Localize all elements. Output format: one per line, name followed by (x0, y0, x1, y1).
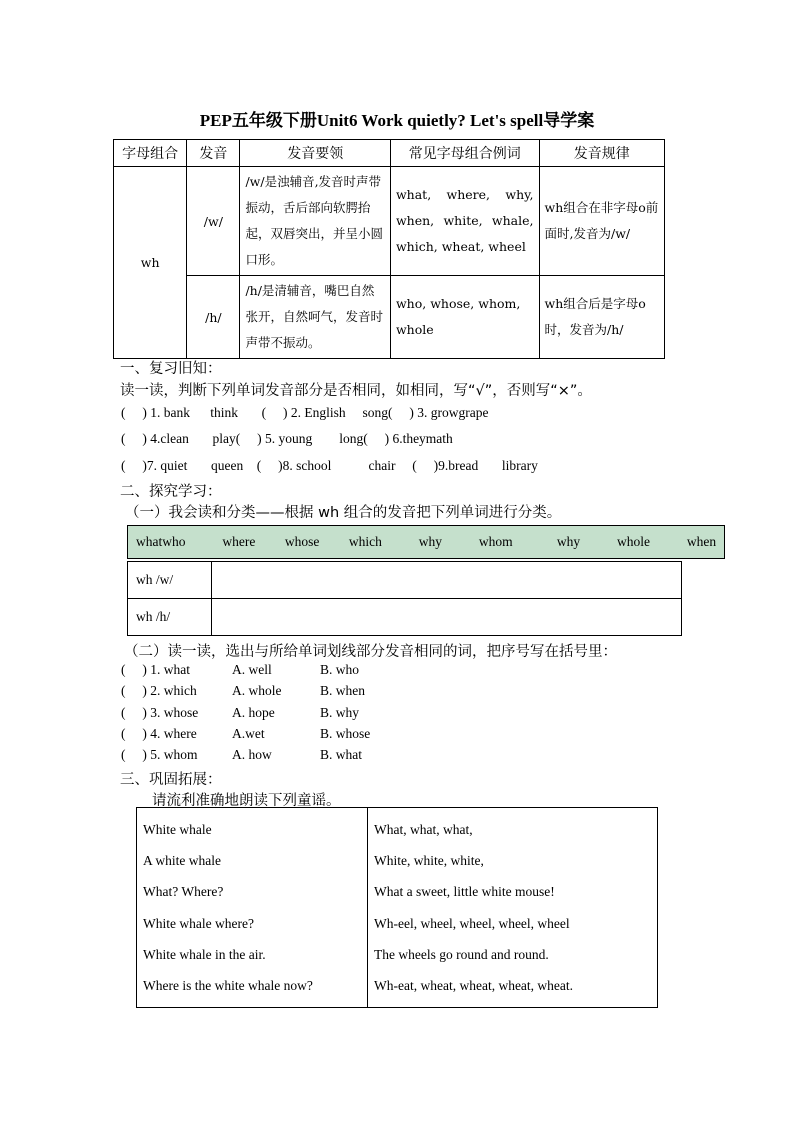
rhyme-left-column (137, 808, 368, 1008)
section2-heading: 二、探究学习： (120, 484, 222, 500)
examples-cell: who, whose, whom, whole (390, 276, 539, 359)
tip-cell: /h/是清辅音，嘴巴自然张开，自然呵气，发音时声带不振动。 (240, 276, 391, 359)
rhyme-line: White whale (143, 822, 212, 837)
exercise-line: ( ) 4.clean play( ) 5. young long( ) 6.theymath (121, 431, 453, 446)
table-header-row (114, 140, 665, 167)
rhyme-line: White whale in the air. (143, 946, 266, 962)
choice-a: A. whole (232, 683, 282, 698)
rhyme-table (136, 807, 658, 1008)
choice-b: B. whose (320, 726, 371, 741)
rhyme-line: What a sweet, little white mouse! (374, 884, 555, 900)
section3-heading: 三、巩固拓展： (120, 772, 222, 788)
rhyme-line: Wh-eat, wheat, wheat, wheat, wheat. (374, 978, 574, 994)
header-sound: 发音 (187, 140, 240, 167)
header-tip: 发音要领 (240, 140, 391, 167)
choice-b: B. when (320, 683, 365, 698)
choice-b: B. who (320, 662, 360, 677)
table-row (114, 276, 665, 359)
rhyme-line: White, white, white, (374, 853, 484, 869)
section1-heading: 一、复习旧知： (120, 361, 222, 377)
examples-cell: what, where, why, when, white, whale, which, wheat, wheel (390, 167, 539, 276)
rhyme-right-column (368, 808, 658, 1008)
choice-a: A. hope (232, 705, 275, 720)
classify-label: wh /w/ (128, 562, 212, 599)
table-row (137, 808, 658, 1008)
rhyme-line: What? Where? (143, 884, 224, 900)
header-letter-combo: 字母组合 (114, 140, 187, 167)
classify-label: wh /h/ (128, 599, 212, 636)
choice-question: ( ) 1. what (121, 662, 190, 677)
word-bank-words: whatwho where whose which why whom why whole when (128, 526, 725, 559)
rule-cell: wh组合在非字母o前面时,发音为/w/ (539, 167, 664, 276)
choice-a: A. well (232, 662, 272, 677)
header-rule: 发音规律 (539, 140, 664, 167)
classify-table (127, 561, 682, 636)
exercise-line: ( ) 1. bank think ( ) 2. English song( ) 3. growgrape (121, 405, 489, 420)
rhyme-line: Wh-eel, wheel, wheel, wheel, wheel (374, 915, 570, 931)
table-row (128, 599, 682, 636)
word-bank (127, 525, 725, 559)
section3-instruction: 请流利准确地朗读下列童谣。 (152, 793, 341, 809)
rhyme-line: Where is the white whale now? (143, 978, 313, 994)
choice-a: A.wet (232, 726, 265, 741)
classify-answer-field[interactable] (212, 599, 682, 636)
header-examples: 常见字母组合例词 (390, 140, 539, 167)
rhyme-line: The wheels go round and round. (374, 946, 549, 962)
section1-instruction: 读一读，判断下列单词发音部分是否相同，如相同，写“√”，否则写“×”。 (120, 383, 592, 399)
exercise-line: ( )7. quiet queen ( )8. school chair ( )9.bread library (121, 458, 538, 473)
sound-cell: /w/ (187, 167, 240, 276)
choice-a: A. how (232, 747, 272, 762)
choice-question: ( ) 2. which (121, 683, 197, 698)
page-title: PEP五年级下册Unit6 Work quietly? Let's spell导学案 (199, 111, 595, 130)
rhyme-line: A white whale (143, 853, 221, 869)
rhyme-line: White whale where? (143, 915, 254, 931)
section2-part1: （一）我会读和分类——根据 wh 组合的发音把下列单词进行分类。 (125, 505, 562, 521)
tip-cell: /w/是浊辅音,发音时声带振动，舌后部向软腭抬起，双唇突出，并呈小圆口形。 (240, 167, 391, 276)
table-row (114, 167, 665, 276)
pronunciation-table (113, 139, 665, 359)
classify-answer-field[interactable] (212, 562, 682, 599)
choice-question: ( ) 5. whom (121, 747, 198, 762)
choice-question: ( ) 4. where (121, 726, 197, 741)
rule-cell: wh组合后是字母o时，发音为/h/ (539, 276, 664, 359)
sound-cell: /h/ (187, 276, 240, 359)
choice-question: ( ) 3. whose (121, 705, 199, 720)
combo-cell: wh (114, 167, 187, 359)
rhyme-line: What, what, what, (374, 822, 473, 837)
choice-b: B. why (320, 705, 360, 720)
section2-part2: （二）读一读，选出与所给单词划线部分发音相同的词，把序号写在括号里： (124, 644, 617, 660)
choice-b: B. what (320, 747, 362, 762)
table-row (128, 562, 682, 599)
